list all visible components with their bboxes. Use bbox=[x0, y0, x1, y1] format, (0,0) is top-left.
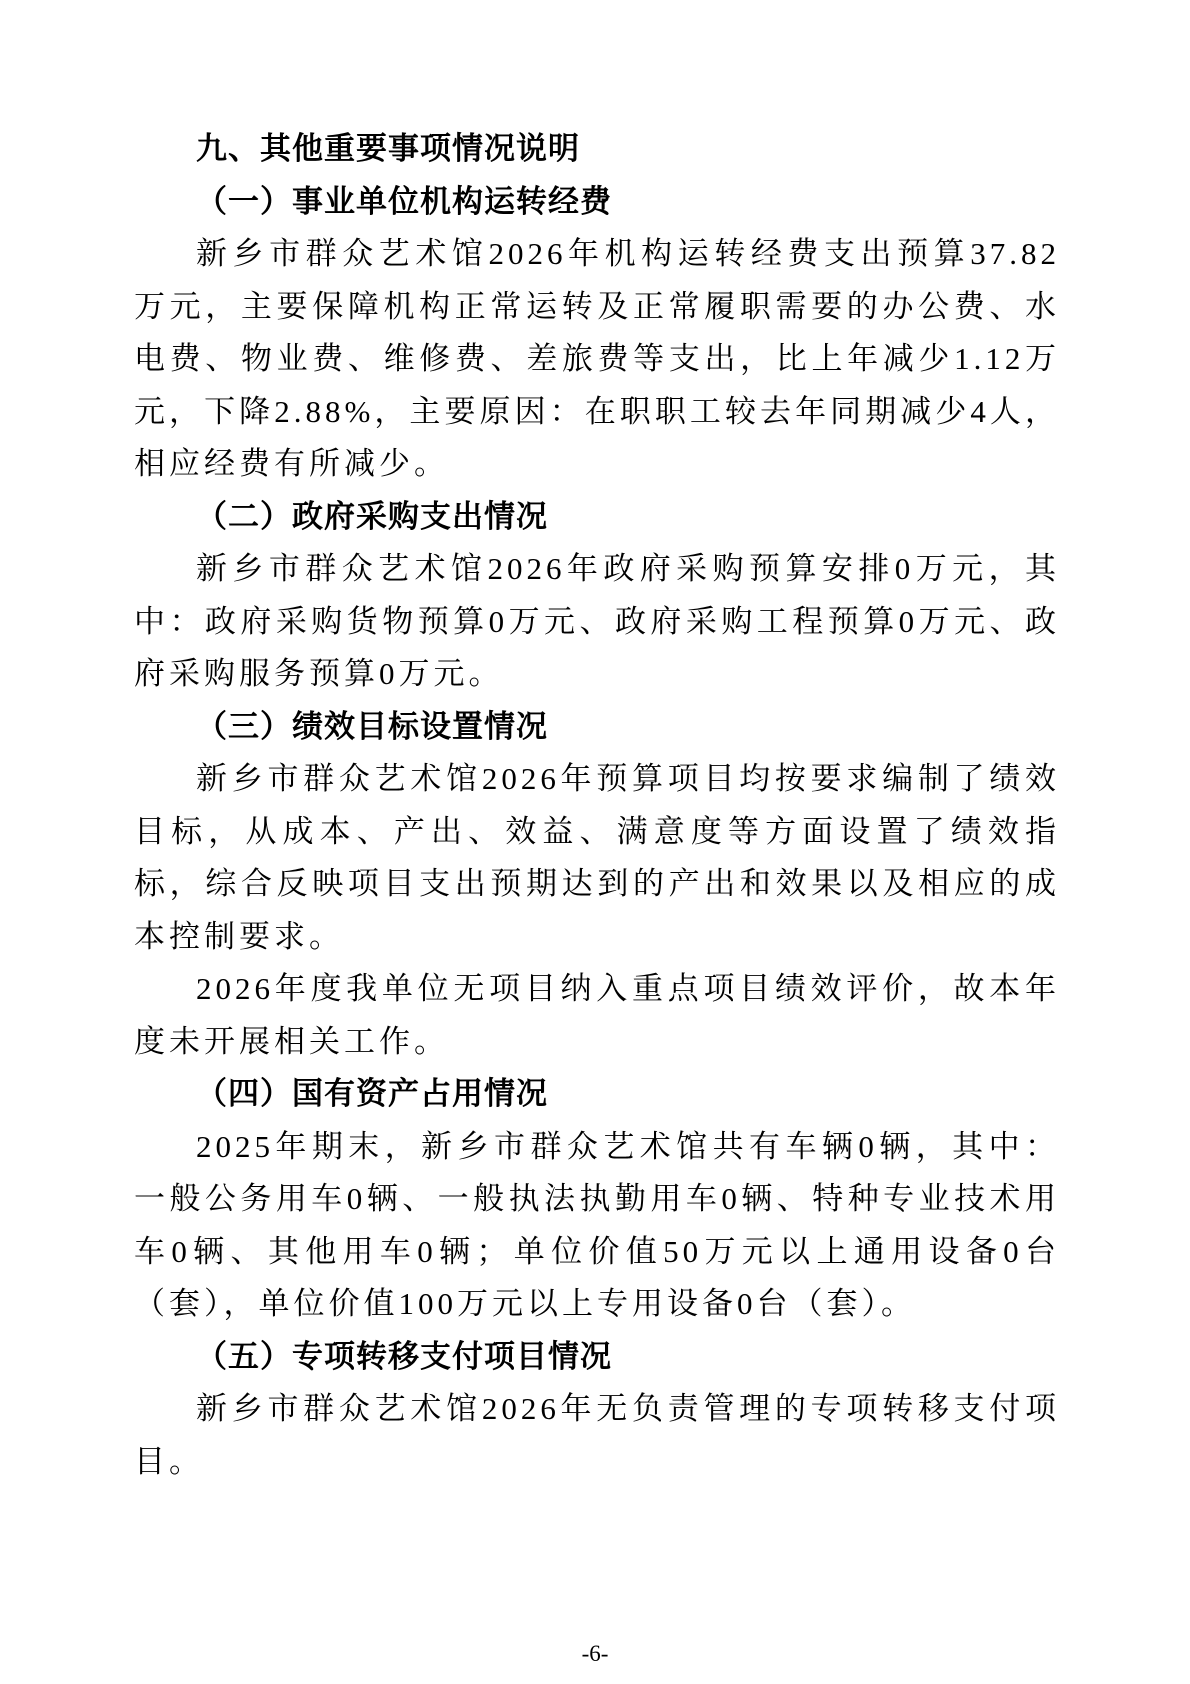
subsection-title-state-owned-assets: （四）国有资产占用情况 bbox=[196, 1076, 548, 1111]
subsection-title-government-procurement: （二）政府采购支出情况 bbox=[196, 498, 548, 534]
paragraph-institution-operating-funds: 新乡市群众艺术馆2026年机构运转经费支出预算37.82万元，主要保障机构正常运转及正常履职需要的办公费、水电费、物业费、维修费、差旅费等支出，比上年减少1.12万元，下降2.88%，主要原因：在职职工较去年同期减少4人，相应经费有所减少。 bbox=[134, 236, 1060, 481]
paragraph-government-procurement: 新乡市群众艺术馆2026年政府采购预算安排0万元，其中：政府采购货物预算0万元、政府采购工程预算0万元、政府采购服务预算0万元。 bbox=[134, 551, 1060, 691]
section-heading-other-important-matters: 九、其他重要事项情况说明 bbox=[196, 131, 580, 166]
paragraph-performance-evaluation: 2026年度我单位无项目纳入重点项目绩效评价，故本年度未开展相关工作。 bbox=[134, 971, 1060, 1059]
subsection-title-institution-operating-funds: （一）事业单位机构运转经费 bbox=[196, 183, 612, 219]
paragraph-special-transfer-payments: 新乡市群众艺术馆2026年无负责管理的专项转移支付项目。 bbox=[134, 1391, 1060, 1479]
document-body bbox=[134, 123, 1060, 1488]
paragraph-state-owned-assets: 2025年期末，新乡市群众艺术馆共有车辆0辆，其中：一般公务用车0辆、一般执法执勤用车0辆、特种专业技术用车0辆、其他用车0辆；单位价值50万元以上通用设备0台（套），单位价值100万元以上专用设备0台（套）。 bbox=[134, 1128, 1060, 1321]
subsection-title-special-transfer-payments: （五）专项转移支付项目情况 bbox=[196, 1338, 612, 1374]
paragraph-performance-targets: 新乡市群众艺术馆2026年预算项目均按要求编制了绩效目标，从成本、产出、效益、满意度等方面设置了绩效指标，综合反映项目支出预期达到的产出和效果以及相应的成本控制要求。 bbox=[134, 761, 1060, 954]
subsection-title-performance-targets: （三）绩效目标设置情况 bbox=[196, 708, 548, 744]
page-number: -6- bbox=[581, 1641, 609, 1666]
